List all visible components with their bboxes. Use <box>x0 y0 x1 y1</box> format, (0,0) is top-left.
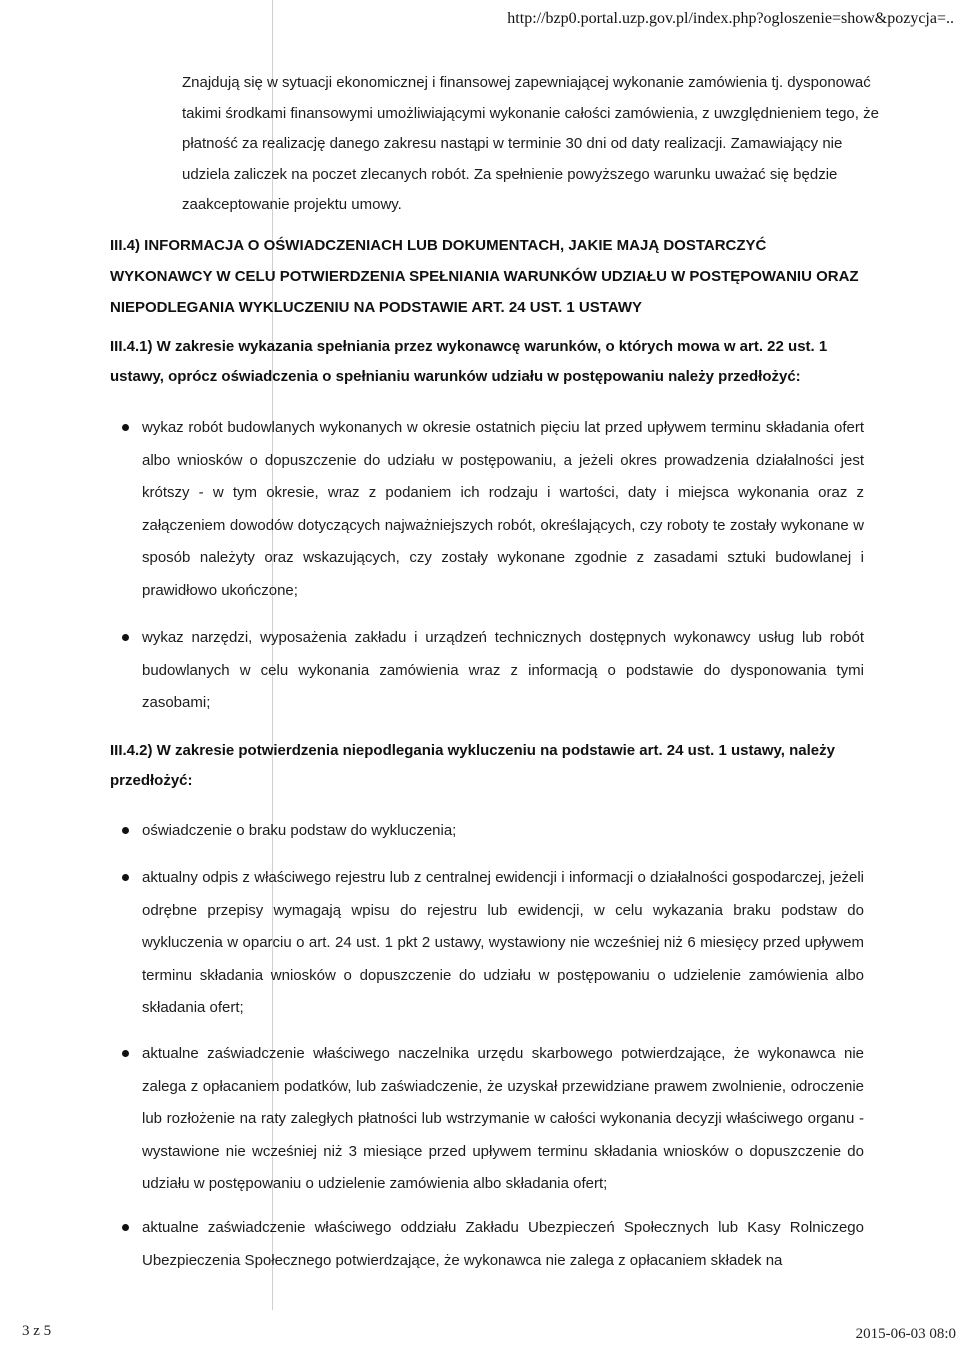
list-item <box>122 862 864 1025</box>
list-item-text: aktualne zaświadczenie właściwego naczelnika urzędu skarbowego potwierdzające, że wykonawca nie zalega z opłacaniem podatków, lub zaświadczenie, że uzyskał przewidziane prawem zwolnienie, odroczenie lub rozłożenie na raty zaległych płatności lub wstrzymanie w całości wykonania decyzji właściwego organu - wystawione nie wcześniej niż 3 miesiące przed upływem terminu składania wniosków o dopuszczenie do udziału w postępowaniu o udzielenie zamówienia albo składania ofert; <box>142 1045 864 1192</box>
bullet-icon <box>122 634 129 641</box>
section-III4-heading: III.4) INFORMACJA O OŚWIADCZENIACH LUB DOKUMENTACH, JAKIE MAJĄ DOSTARCZYĆ WYKONAWCY W CELU POTWIERDZENIA SPEŁNIANIA WARUNKÓW UDZIAŁU W POSTĘPOWANIU ORAZ NIEPODLEGANIA WYKLUCZENIU NA PODSTAWIE ART. 24 UST. 1 USTAWY <box>110 237 859 316</box>
list-item-text: aktualny odpis z właściwego rejestru lub z centralnej ewidencji i informacji o działalności gospodarczej, jeżeli odrębne przepisy wymagają wpisu do rejestru lub ewidencji, w celu wykazania braku podstaw do wykluczenia w oparciu o art. 24 ust. 1 pkt 2 ustawy, wystawiony nie wcześniej niż 6 miesięcy przed upływem terminu składania wniosków o dopuszczenie do udziału w postępowaniu o udzielenie zamówienia albo składania ofert; <box>142 869 864 1016</box>
bullet-icon <box>122 1050 129 1057</box>
bullet-icon <box>122 1224 129 1231</box>
list-item <box>122 1038 864 1201</box>
bullet-icon <box>122 874 129 881</box>
bullet-icon <box>122 827 129 834</box>
section-III41-heading: III.4.1) W zakresie wykazania spełniania przez wykonawcę warunków, o których mowa w art. 22 ust. 1 ustawy, oprócz oświadczenia o spełnianiu warunków udziału w postępowaniu należy przedłożyć: <box>110 338 828 385</box>
page-number: 3 z 5 <box>22 1323 52 1339</box>
print-datetime: 2015-06-03 08:0 <box>855 1326 956 1342</box>
list-item-text: oświadczenie o braku podstaw do wykluczenia; <box>142 822 457 839</box>
list-item-text: wykaz robót budowlanych wykonanych w okresie ostatnich pięciu lat przed upływem terminu składania ofert albo wniosków o dopuszczenie do udziału w postępowaniu, a jeżeli okres prowadzenia działalności jest krótszy - w tym okresie, wraz z podaniem ich rodzaju i wartości, daty i miejsca wykonania oraz z załączeniem dowodów dotyczących najważniejszych robót, określających, czy roboty te zostały wykonane w sposób należyty oraz wskazujących, czy zostały wykonane zgodnie z zasadami sztuki budowlanej i prawidłowo ukończone; <box>142 419 864 599</box>
list-item <box>122 1212 864 1277</box>
header-url: http://bzp0.portal.uzp.gov.pl/index.php?ogloszenie=show&pozycja=.. <box>507 10 954 27</box>
bullet-icon <box>122 424 129 431</box>
list-item <box>122 412 864 607</box>
list-item <box>122 815 864 848</box>
list-item <box>122 622 864 720</box>
list-item-text: aktualne zaświadczenie właściwego oddziału Zakładu Ubezpieczeń Społecznych lub Kasy Rolniczego Ubezpieczenia Społecznego potwierdzające, że wykonawca nie zalega z opłacaniem składek na <box>142 1219 864 1269</box>
list-item-text: wykaz narzędzi, wyposażenia zakładu i urządzeń technicznych dostępnych wykonawcy usług lub robót budowlanych w celu wykonania zamówienia wraz z informacją o podstawie do dysponowania tymi zasobami; <box>142 629 864 711</box>
intro-paragraph: Znajdują się w sytuacji ekonomicznej i finansowej zapewniającej wykonanie zamówienia tj. dysponować takimi środkami finansowymi umożliwiającymi wykonanie całości zamówienia, z uwzględnieniem tego, że płatność za realizację danego zakresu nastąpi w terminie 30 dni od daty realizacji. Zamawiający nie udziela zaliczek na poczet zlecanych robót. Za spełnienie powyższego warunku uważać się będzie zaakceptowanie projektu umowy. <box>182 74 879 213</box>
section-III42-heading: III.4.2) W zakresie potwierdzenia niepodlegania wykluczeniu na podstawie art. 24 ust. 1 ustawy, należy przedłożyć: <box>110 742 835 789</box>
